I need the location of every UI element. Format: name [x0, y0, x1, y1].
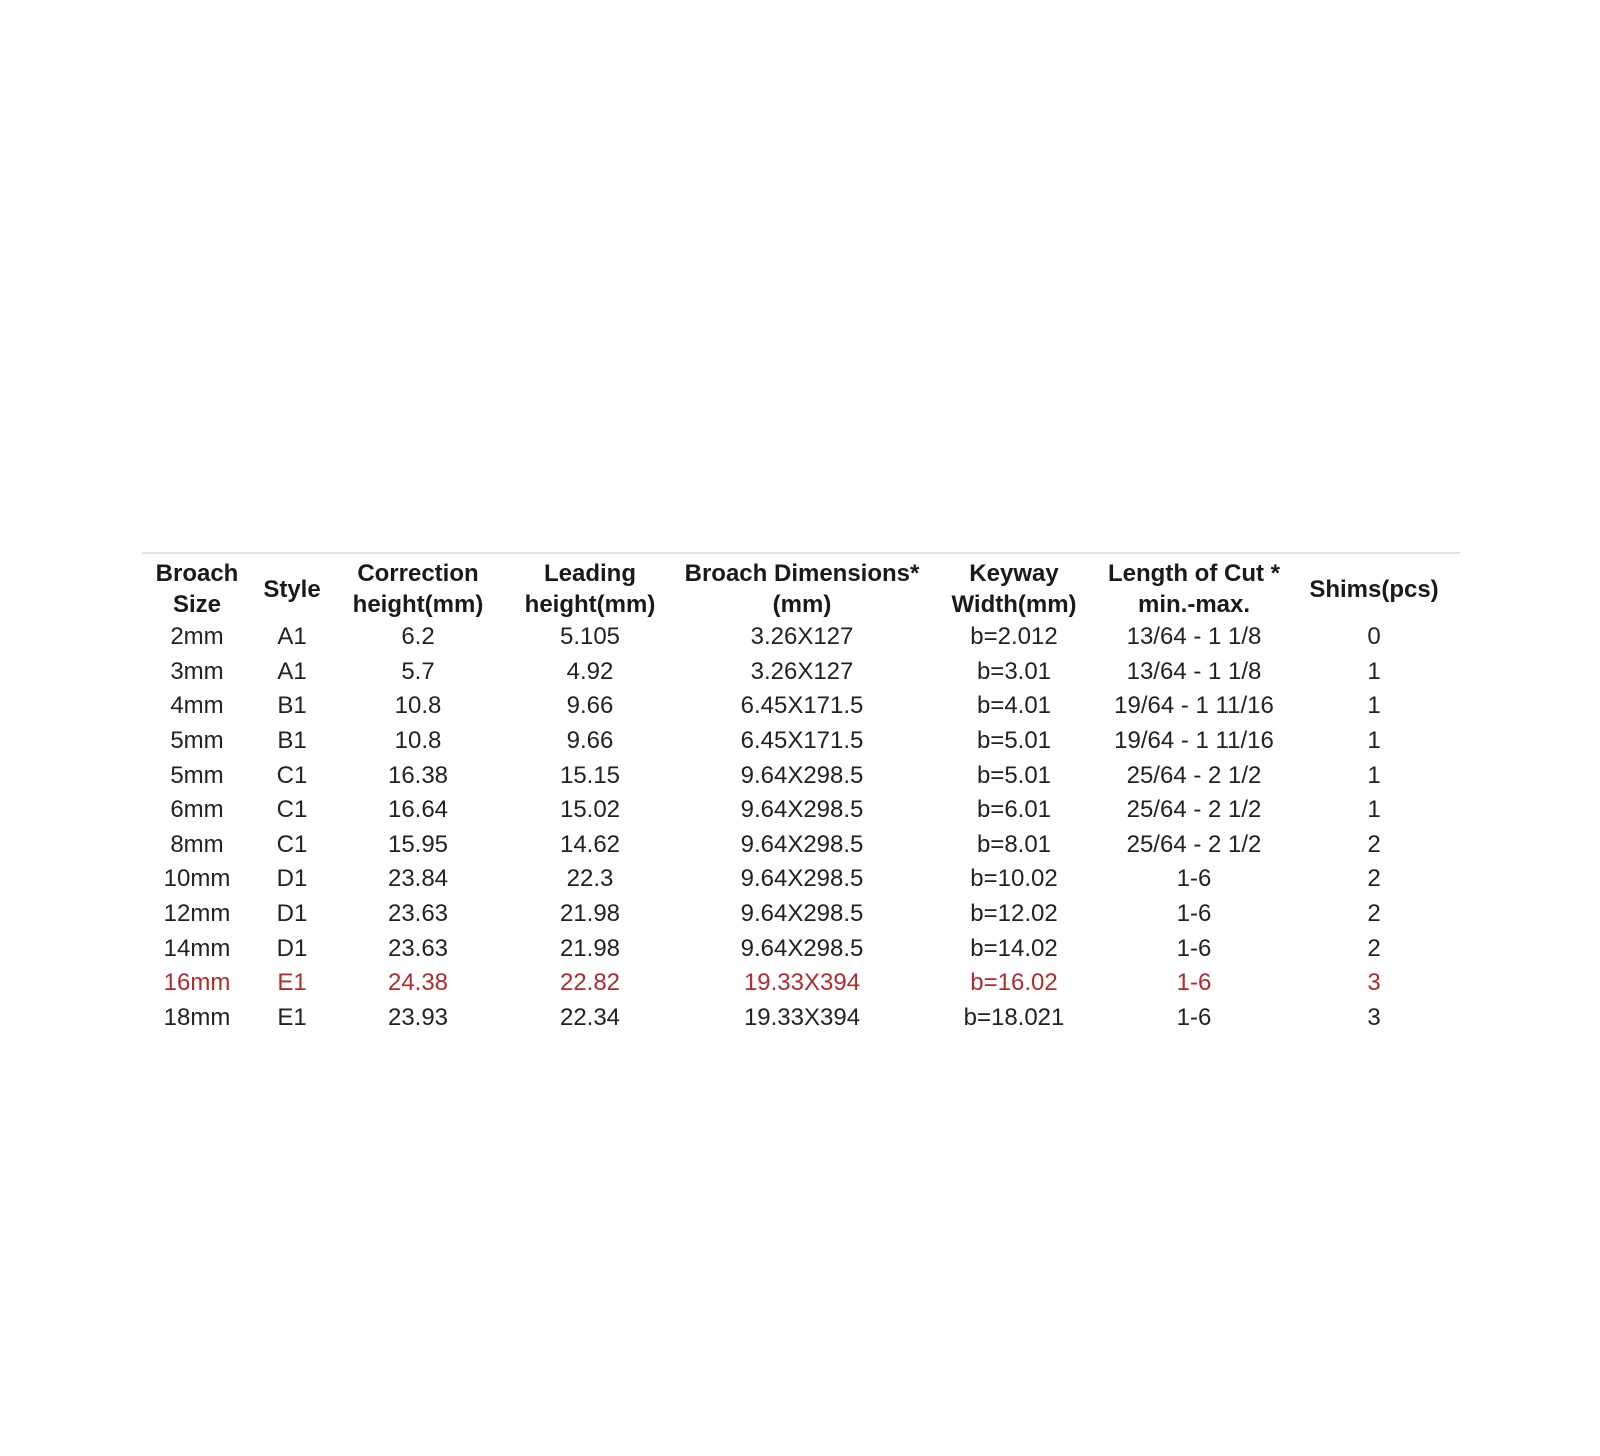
cell-broach-dimensions: 9.64X298.5 [740, 900, 864, 928]
cell-broach-dimensions: 9.64X298.5 [740, 865, 864, 893]
cell-broach-size: 2mm [170, 623, 224, 651]
column-header-line: Length of Cut * [1108, 560, 1280, 587]
cell-correction-height: 6.2 [401, 623, 435, 651]
cell-keyway-width: b=6.01 [976, 796, 1052, 824]
column-header-broach-size [142, 558, 252, 620]
cell-length-of-cut: 1-6 [1176, 865, 1212, 893]
column-header-line: height(mm) [352, 591, 484, 618]
cell-broach-size: 10mm [163, 865, 231, 893]
column-header-line: height(mm) [524, 591, 656, 618]
column-header-line: Style [263, 575, 321, 603]
table-row [142, 724, 1460, 759]
column-header-line: Correction [357, 560, 479, 587]
cell-keyway-width: b=5.01 [976, 727, 1052, 755]
cell-broach-size: 4mm [170, 692, 224, 720]
table-header-row [142, 558, 1460, 620]
cell-correction-height: 10.8 [394, 727, 442, 755]
cell-broach-size: 14mm [163, 934, 231, 962]
cell-length-of-cut: 13/64 - 1 1/8 [1126, 623, 1262, 651]
column-header-line: Size [172, 591, 222, 618]
cell-shims: 2 [1367, 900, 1381, 928]
cell-broach-size: 5mm [170, 727, 224, 755]
cell-shims: 1 [1367, 761, 1381, 789]
cell-correction-height: 10.8 [394, 692, 442, 720]
cell-leading-height: 21.98 [559, 900, 621, 928]
column-header-line: min.-max. [1137, 591, 1251, 618]
table-row [142, 862, 1460, 897]
column-header-correction-height [332, 558, 504, 620]
cell-length-of-cut: 25/64 - 2 1/2 [1126, 761, 1262, 789]
column-header-style [252, 558, 332, 620]
cell-broach-dimensions: 9.64X298.5 [740, 761, 864, 789]
cell-broach-dimensions: 3.26X127 [750, 657, 854, 685]
cell-length-of-cut: 25/64 - 2 1/2 [1126, 796, 1262, 824]
cell-style: A1 [277, 623, 307, 651]
cell-shims: 2 [1367, 934, 1381, 962]
cell-keyway-width: b=12.02 [970, 900, 1058, 928]
cell-broach-dimensions: 9.64X298.5 [740, 934, 864, 962]
cell-broach-size: 8mm [170, 830, 224, 858]
cell-broach-dimensions: 3.26X127 [750, 623, 854, 651]
cell-broach-size: 16mm [163, 969, 231, 997]
cell-shims: 2 [1367, 830, 1381, 858]
cell-broach-dimensions: 6.45X171.5 [740, 692, 864, 720]
cell-keyway-width: b=16.02 [970, 969, 1058, 997]
cell-keyway-width: b=18.021 [963, 1003, 1065, 1031]
cell-leading-height: 4.92 [566, 657, 614, 685]
table-row [142, 931, 1460, 966]
cell-shims: 0 [1367, 623, 1381, 651]
column-header-leading-height [504, 558, 676, 620]
table-row [142, 966, 1460, 1001]
cell-broach-dimensions: 9.64X298.5 [740, 796, 864, 824]
cell-correction-height: 23.63 [387, 934, 449, 962]
cell-style: B1 [277, 727, 307, 755]
column-header-line: Keyway [969, 560, 1059, 587]
cell-shims: 1 [1367, 796, 1381, 824]
cell-length-of-cut: 25/64 - 2 1/2 [1126, 830, 1262, 858]
cell-leading-height: 22.34 [559, 1003, 621, 1031]
cell-style: E1 [277, 1003, 307, 1031]
table-row [142, 1001, 1460, 1036]
cell-keyway-width: b=10.02 [970, 865, 1058, 893]
cell-length-of-cut: 13/64 - 1 1/8 [1126, 657, 1262, 685]
cell-length-of-cut: 1-6 [1176, 969, 1212, 997]
cell-broach-dimensions: 6.45X171.5 [740, 727, 864, 755]
column-header-shims [1288, 558, 1460, 620]
cell-shims: 1 [1367, 657, 1381, 685]
table-row [142, 620, 1460, 655]
table-row [142, 897, 1460, 932]
cell-leading-height: 15.15 [559, 761, 621, 789]
cell-shims: 2 [1367, 865, 1381, 893]
cell-leading-height: 22.82 [559, 969, 621, 997]
cell-keyway-width: b=4.01 [976, 692, 1052, 720]
cell-style: C1 [276, 830, 308, 858]
cell-keyway-width: b=8.01 [976, 830, 1052, 858]
cell-style: E1 [277, 969, 307, 997]
cell-style: D1 [276, 865, 308, 893]
column-header-line: Shims(pcs) [1309, 575, 1439, 603]
cell-shims: 3 [1367, 969, 1381, 997]
cell-length-of-cut: 1-6 [1176, 934, 1212, 962]
table-row [142, 655, 1460, 690]
cell-correction-height: 15.95 [387, 830, 449, 858]
cell-correction-height: 24.38 [387, 969, 449, 997]
column-header-line: Leading [543, 560, 636, 587]
cell-leading-height: 5.105 [559, 623, 621, 651]
cell-leading-height: 15.02 [559, 796, 621, 824]
cell-correction-height: 23.93 [387, 1003, 449, 1031]
cell-keyway-width: b=2.012 [970, 623, 1058, 651]
cell-length-of-cut: 1-6 [1176, 1003, 1212, 1031]
cell-broach-dimensions: 9.64X298.5 [740, 830, 864, 858]
table-row [142, 793, 1460, 828]
cell-leading-height: 14.62 [559, 830, 621, 858]
cell-style: A1 [277, 657, 307, 685]
broach-spec-table-container [142, 552, 1460, 1035]
cell-shims: 3 [1367, 1003, 1381, 1031]
column-header-length-of-cut [1100, 558, 1288, 620]
cell-length-of-cut: 19/64 - 1 11/16 [1114, 727, 1274, 755]
broach-spec-table [142, 558, 1460, 1035]
table-row [142, 758, 1460, 793]
cell-keyway-width: b=14.02 [970, 934, 1058, 962]
cell-leading-height: 21.98 [559, 934, 621, 962]
cell-style: C1 [276, 796, 308, 824]
cell-leading-height: 9.66 [566, 692, 614, 720]
cell-leading-height: 9.66 [566, 727, 614, 755]
cell-length-of-cut: 1-6 [1176, 900, 1212, 928]
cell-shims: 1 [1367, 692, 1381, 720]
cell-leading-height: 22.3 [566, 865, 614, 893]
table-row [142, 689, 1460, 724]
column-header-line: Broach [155, 560, 239, 587]
cell-broach-dimensions: 19.33X394 [743, 969, 861, 997]
cell-broach-size: 3mm [170, 657, 224, 685]
cell-correction-height: 16.64 [387, 796, 449, 824]
table-top-divider [142, 552, 1460, 554]
cell-broach-size: 5mm [170, 761, 224, 789]
table-body [142, 620, 1460, 1035]
cell-broach-size: 12mm [163, 900, 231, 928]
cell-correction-height: 5.7 [401, 657, 435, 685]
cell-correction-height: 23.84 [387, 865, 449, 893]
column-header-line: Width(mm) [951, 591, 1077, 618]
column-header-line: Broach Dimensions* [684, 560, 920, 587]
cell-broach-size: 6mm [170, 796, 224, 824]
column-header-line: (mm) [772, 591, 832, 618]
cell-correction-height: 23.63 [387, 900, 449, 928]
cell-broach-dimensions: 19.33X394 [743, 1003, 861, 1031]
cell-style: C1 [276, 761, 308, 789]
table-row [142, 828, 1460, 863]
cell-length-of-cut: 19/64 - 1 11/16 [1114, 692, 1274, 720]
cell-shims: 1 [1367, 727, 1381, 755]
cell-style: D1 [276, 900, 308, 928]
cell-style: D1 [276, 934, 308, 962]
cell-broach-size: 18mm [163, 1003, 231, 1031]
cell-correction-height: 16.38 [387, 761, 449, 789]
column-header-broach-dimensions [676, 558, 928, 620]
cell-style: B1 [277, 692, 307, 720]
cell-keyway-width: b=3.01 [976, 657, 1052, 685]
cell-keyway-width: b=5.01 [976, 761, 1052, 789]
column-header-keyway-width [928, 558, 1100, 620]
